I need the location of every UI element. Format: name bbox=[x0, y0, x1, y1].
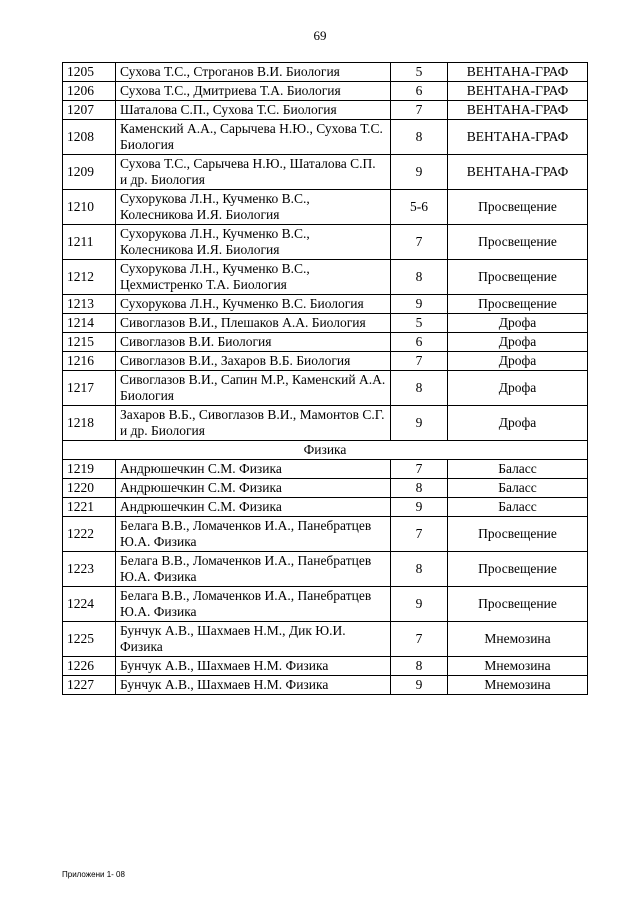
row-number: 1223 bbox=[63, 552, 116, 587]
book-title: Каменский А.А., Сарычева Н.Ю., Сухова Т.С. Биология bbox=[116, 120, 391, 155]
grade-cell: 5 bbox=[391, 63, 448, 82]
table-row bbox=[63, 190, 588, 225]
row-number: 1224 bbox=[63, 587, 116, 622]
table-row bbox=[63, 333, 588, 352]
table-row bbox=[63, 82, 588, 101]
publisher-cell: ВЕНТАНА-ГРАФ bbox=[448, 120, 588, 155]
book-title: Бунчук А.В., Шахмаев Н.М. Физика bbox=[116, 676, 391, 695]
row-number: 1221 bbox=[63, 498, 116, 517]
book-title: Сухова Т.С., Сарычева Н.Ю., Шаталова С.П. и др. Биология bbox=[116, 155, 391, 190]
row-number: 1208 bbox=[63, 120, 116, 155]
book-title: Захаров В.Б., Сивоглазов В.И., Мамонтов С.Г. и др. Биология bbox=[116, 406, 391, 441]
row-number: 1214 bbox=[63, 314, 116, 333]
table-row bbox=[63, 371, 588, 406]
row-number: 1219 bbox=[63, 460, 116, 479]
publisher-cell: Просвещение bbox=[448, 295, 588, 314]
publisher-cell: Дрофа bbox=[448, 406, 588, 441]
publisher-cell: Баласс bbox=[448, 460, 588, 479]
section-title: Физика bbox=[63, 441, 588, 460]
table-row bbox=[63, 101, 588, 120]
book-title: Андрюшечкин С.М. Физика bbox=[116, 479, 391, 498]
section-row bbox=[63, 441, 588, 460]
book-title: Андрюшечкин С.М. Физика bbox=[116, 498, 391, 517]
footer-note: Приложени 1- 08 bbox=[62, 870, 125, 879]
publisher-cell: Просвещение bbox=[448, 517, 588, 552]
table-row bbox=[63, 657, 588, 676]
textbook-table bbox=[62, 62, 588, 695]
book-title: Сухорукова Л.Н., Кучменко В.С. Биология bbox=[116, 295, 391, 314]
publisher-cell: ВЕНТАНА-ГРАФ bbox=[448, 63, 588, 82]
row-number: 1217 bbox=[63, 371, 116, 406]
book-title: Сивоглазов В.И., Захаров В.Б. Биология bbox=[116, 352, 391, 371]
row-number: 1220 bbox=[63, 479, 116, 498]
table-row bbox=[63, 622, 588, 657]
grade-cell: 9 bbox=[391, 155, 448, 190]
publisher-cell: Просвещение bbox=[448, 552, 588, 587]
table-row bbox=[63, 517, 588, 552]
book-title: Сухорукова Л.Н., Кучменко В.С., Колесникова И.Я. Биология bbox=[116, 225, 391, 260]
page-number: 69 bbox=[313, 28, 327, 43]
row-number: 1210 bbox=[63, 190, 116, 225]
table-row bbox=[63, 120, 588, 155]
book-title: Сухорукова Л.Н., Кучменко В.С., Колесникова И.Я. Биология bbox=[116, 190, 391, 225]
row-number: 1216 bbox=[63, 352, 116, 371]
row-number: 1205 bbox=[63, 63, 116, 82]
publisher-cell: Дрофа bbox=[448, 352, 588, 371]
table-body bbox=[63, 63, 588, 695]
book-title: Белага В.В., Ломаченков И.А., Панебратцев Ю.А. Физика bbox=[116, 587, 391, 622]
publisher-cell: Дрофа bbox=[448, 333, 588, 352]
row-number: 1227 bbox=[63, 676, 116, 695]
book-title: Сухорукова Л.Н., Кучменко В.С., Цехмистренко Т.А. Биология bbox=[116, 260, 391, 295]
publisher-cell: Баласс bbox=[448, 498, 588, 517]
row-number: 1218 bbox=[63, 406, 116, 441]
book-title: Шаталова С.П., Сухова Т.С. Биология bbox=[116, 101, 391, 120]
grade-cell: 6 bbox=[391, 82, 448, 101]
book-title: Бунчук А.В., Шахмаев Н.М., Дик Ю.И. Физика bbox=[116, 622, 391, 657]
row-number: 1213 bbox=[63, 295, 116, 314]
book-title: Белага В.В., Ломаченков И.А., Панебратцев Ю.А. Физика bbox=[116, 552, 391, 587]
table-row bbox=[63, 406, 588, 441]
grade-cell: 8 bbox=[391, 552, 448, 587]
publisher-cell: ВЕНТАНА-ГРАФ bbox=[448, 82, 588, 101]
grade-cell: 5-6 bbox=[391, 190, 448, 225]
table-row bbox=[63, 352, 588, 371]
grade-cell: 5 bbox=[391, 314, 448, 333]
grade-cell: 7 bbox=[391, 225, 448, 260]
table-row bbox=[63, 676, 588, 695]
grade-cell: 9 bbox=[391, 498, 448, 517]
table-row bbox=[63, 498, 588, 517]
row-number: 1206 bbox=[63, 82, 116, 101]
book-title: Сивоглазов В.И., Сапин М.Р., Каменский А.А. Биология bbox=[116, 371, 391, 406]
publisher-cell: Просвещение bbox=[448, 260, 588, 295]
grade-cell: 7 bbox=[391, 460, 448, 479]
publisher-cell: ВЕНТАНА-ГРАФ bbox=[448, 101, 588, 120]
grade-cell: 7 bbox=[391, 352, 448, 371]
publisher-cell: Баласс bbox=[448, 479, 588, 498]
row-number: 1215 bbox=[63, 333, 116, 352]
table-row bbox=[63, 314, 588, 333]
table-row bbox=[63, 479, 588, 498]
book-title: Андрюшечкин С.М. Физика bbox=[116, 460, 391, 479]
table-row bbox=[63, 63, 588, 82]
grade-cell: 7 bbox=[391, 622, 448, 657]
grade-cell: 9 bbox=[391, 587, 448, 622]
row-number: 1222 bbox=[63, 517, 116, 552]
book-title: Белага В.В., Ломаченков И.А., Панебратцев Ю.А. Физика bbox=[116, 517, 391, 552]
grade-cell: 8 bbox=[391, 479, 448, 498]
book-title: Сухова Т.С., Строганов В.И. Биология bbox=[116, 63, 391, 82]
table-row bbox=[63, 225, 588, 260]
table-row bbox=[63, 260, 588, 295]
publisher-cell: Просвещение bbox=[448, 587, 588, 622]
grade-cell: 7 bbox=[391, 101, 448, 120]
table-row bbox=[63, 155, 588, 190]
publisher-cell: Просвещение bbox=[448, 190, 588, 225]
row-number: 1212 bbox=[63, 260, 116, 295]
row-number: 1209 bbox=[63, 155, 116, 190]
grade-cell: 9 bbox=[391, 295, 448, 314]
publisher-cell: Мнемозина bbox=[448, 676, 588, 695]
publisher-cell: Дрофа bbox=[448, 371, 588, 406]
book-title: Бунчук А.В., Шахмаев Н.М. Физика bbox=[116, 657, 391, 676]
grade-cell: 7 bbox=[391, 517, 448, 552]
grade-cell: 8 bbox=[391, 120, 448, 155]
publisher-cell: Просвещение bbox=[448, 225, 588, 260]
row-number: 1226 bbox=[63, 657, 116, 676]
book-title: Сухова Т.С., Дмитриева Т.А. Биология bbox=[116, 82, 391, 101]
grade-cell: 8 bbox=[391, 371, 448, 406]
grade-cell: 8 bbox=[391, 260, 448, 295]
grade-cell: 9 bbox=[391, 676, 448, 695]
book-title: Сивоглазов В.И. Биология bbox=[116, 333, 391, 352]
table-row bbox=[63, 460, 588, 479]
row-number: 1211 bbox=[63, 225, 116, 260]
grade-cell: 9 bbox=[391, 406, 448, 441]
publisher-cell: ВЕНТАНА-ГРАФ bbox=[448, 155, 588, 190]
row-number: 1225 bbox=[63, 622, 116, 657]
table-row bbox=[63, 587, 588, 622]
table-row bbox=[63, 552, 588, 587]
row-number: 1207 bbox=[63, 101, 116, 120]
table-row bbox=[63, 295, 588, 314]
grade-cell: 6 bbox=[391, 333, 448, 352]
publisher-cell: Мнемозина bbox=[448, 622, 588, 657]
book-title: Сивоглазов В.И., Плешаков А.А. Биология bbox=[116, 314, 391, 333]
publisher-cell: Мнемозина bbox=[448, 657, 588, 676]
publisher-cell: Дрофа bbox=[448, 314, 588, 333]
grade-cell: 8 bbox=[391, 657, 448, 676]
